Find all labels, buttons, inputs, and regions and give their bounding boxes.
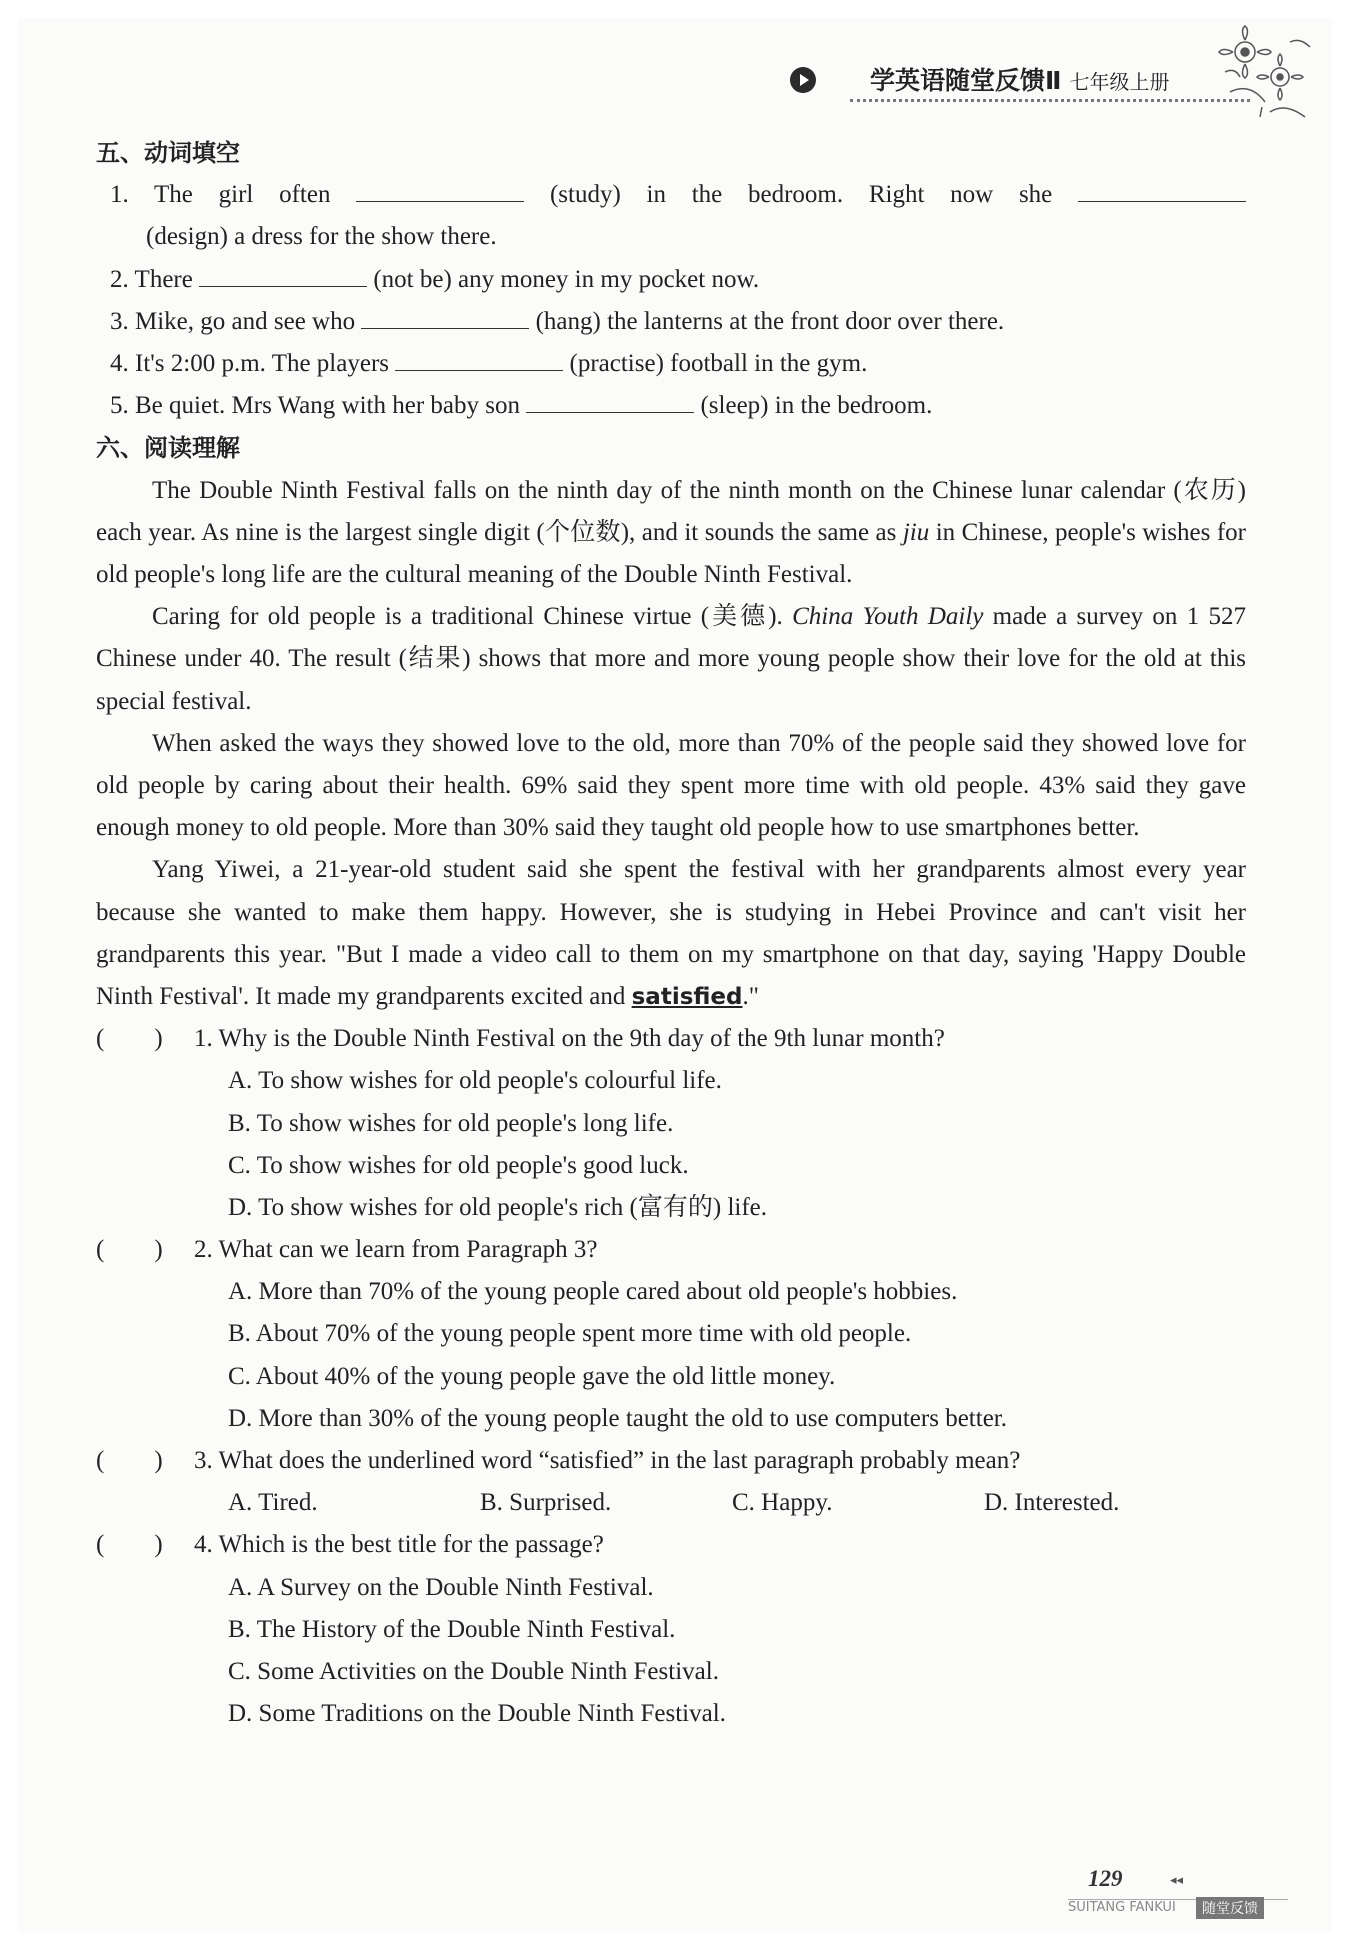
section-heading-verb-fill: 五、动词填空 xyxy=(96,139,240,167)
footer-tag: 随堂反馈 xyxy=(1196,1897,1264,1919)
question-text: 5. Be quiet. Mrs Wang with her baby son xyxy=(110,392,520,420)
passage-paragraph: When asked the ways they showed love to the old, more than 70% of the people said they showed love for old people by caring about their health. 69% said they spent more time with old people. 43% said they gave enough money to old people. More than 30% said they taught old people how to use smartphones better. xyxy=(96,729,1246,842)
option-item: A. More than 70% of the young people cared about old people's hobbies. xyxy=(228,1278,958,1306)
option-item: D. To show wishes for old people's rich (富有的) life. xyxy=(228,1193,768,1221)
question-text: 1. The girl often xyxy=(110,181,331,209)
answer-blank[interactable] xyxy=(1078,175,1246,202)
option-item: D. Interested. xyxy=(984,1489,1120,1517)
header-title: 学英语随堂反馈Ⅱ 七年级上册 xyxy=(870,66,1170,95)
page-number: 129 xyxy=(1088,1866,1123,1891)
answer-parenthesis[interactable]: ( ) xyxy=(96,1447,163,1475)
mc-question xyxy=(96,1440,1246,1482)
question-text: (not be) any money in my pocket now. xyxy=(373,265,760,293)
underlined-word: satisfied xyxy=(631,983,743,1010)
option-item: C. Some Activities on the Double Ninth Festival. xyxy=(228,1657,719,1685)
option-item: A. Tired. xyxy=(228,1489,318,1517)
question-item xyxy=(96,301,1246,343)
question-text: 1. Why is the Double Ninth Festival on the 9th day of the 9th lunar month? xyxy=(194,1025,945,1053)
footer-brand: SUITANG FANKUI xyxy=(1068,1900,1176,1915)
option-item: A. To show wishes for old people's colourful life. xyxy=(228,1067,722,1095)
question-text: 3. Mike, go and see who xyxy=(110,307,356,335)
passage-paragraph: Yang Yiwei, a 21-year-old student said she spent the festival with her grandparents almost every year because she wanted to make them happy. However, she is studying in Hebei Province and can't visit her grandparents this year. "But I made a video call to them on my smartphone on that day, saying 'Happy Double Ninth Festival'. It made my grandparents excited and satisfied." xyxy=(96,856,1246,1010)
flower-decoration-icon xyxy=(1210,22,1320,132)
question-text: (hang) the lanterns at the front door over there. xyxy=(535,307,1005,335)
header-divider xyxy=(850,99,1250,102)
question-text: 2. What can we learn from Paragraph 3? xyxy=(194,1236,598,1264)
question-text: 3. What does the underlined word “satisfied” in the last paragraph probably mean? xyxy=(194,1447,1021,1475)
option-item: C. Happy. xyxy=(732,1489,833,1517)
header-subtitle: 七年级上册 xyxy=(1069,70,1170,94)
option-item: C. About 40% of the young people gave the old little money. xyxy=(228,1362,836,1390)
page-header xyxy=(790,55,1260,105)
answer-parenthesis[interactable]: ( ) xyxy=(96,1025,163,1053)
question-text: (study) in the bedroom. Right now she xyxy=(549,181,1053,209)
option-item: C. To show wishes for old people's good luck. xyxy=(228,1151,689,1179)
option-row xyxy=(96,1482,1246,1524)
answer-parenthesis[interactable]: ( ) xyxy=(96,1236,163,1264)
question-text: (practise) football in the gym. xyxy=(569,349,868,377)
option-item: B. About 70% of the young people spent more time with old people. xyxy=(228,1320,912,1348)
passage-paragraph: Caring for old people is a traditional Chinese virtue (美德). China Youth Daily made a survey on 1 527 Chinese under 40. The result (结果) shows that more and more young people show their love for the old at this special festival. xyxy=(96,603,1247,715)
question-item xyxy=(96,174,1246,216)
option-item: D. More than 30% of the young people taught the old to use computers better. xyxy=(228,1404,1007,1432)
question-item xyxy=(96,259,1246,301)
question-text: (sleep) in the bedroom. xyxy=(700,392,933,420)
question-continuation: (design) a dress for the show there. xyxy=(146,223,497,251)
passage-paragraph: The Double Ninth Festival falls on the ninth day of the ninth month on the Chinese lunar calendar (农历) each year. As nine is the largest single digit (个位数), and it sounds the same as jiu in Chinese, people's wishes for old people's long life are the cultural meaning of the Double Ninth Festival. xyxy=(96,476,1246,588)
question-text: 4. It's 2:00 p.m. The players xyxy=(110,349,390,377)
option-item: A. A Survey on the Double Ninth Festival. xyxy=(228,1573,654,1601)
option-item: B. The History of the Double Ninth Festival. xyxy=(228,1615,676,1643)
question-text: 2. There xyxy=(110,265,193,293)
answer-blank[interactable] xyxy=(356,175,524,202)
play-icon xyxy=(790,67,816,93)
mc-question xyxy=(96,1229,1246,1271)
question-item xyxy=(96,343,1246,385)
option-item: B. To show wishes for old people's long life. xyxy=(228,1109,674,1137)
question-item xyxy=(96,385,1246,427)
answer-blank[interactable] xyxy=(526,386,694,413)
italic-word: jiu xyxy=(902,518,930,546)
option-item: B. Surprised. xyxy=(480,1489,612,1517)
content xyxy=(96,132,1246,1735)
section-heading-reading: 六、阅读理解 xyxy=(96,434,240,463)
option-item: D. Some Traditions on the Double Ninth Festival. xyxy=(228,1700,726,1728)
question-text: 4. Which is the best title for the passage? xyxy=(194,1531,604,1559)
mc-question xyxy=(96,1524,1246,1566)
answer-blank[interactable] xyxy=(361,302,529,329)
arrow-left-icon: ◂◂ xyxy=(1170,1872,1184,1887)
newspaper-name: China Youth Daily xyxy=(792,603,984,631)
mc-question xyxy=(96,1018,1246,1060)
answer-blank[interactable] xyxy=(199,260,367,287)
answer-parenthesis[interactable]: ( ) xyxy=(96,1531,163,1559)
answer-blank[interactable] xyxy=(395,344,563,371)
